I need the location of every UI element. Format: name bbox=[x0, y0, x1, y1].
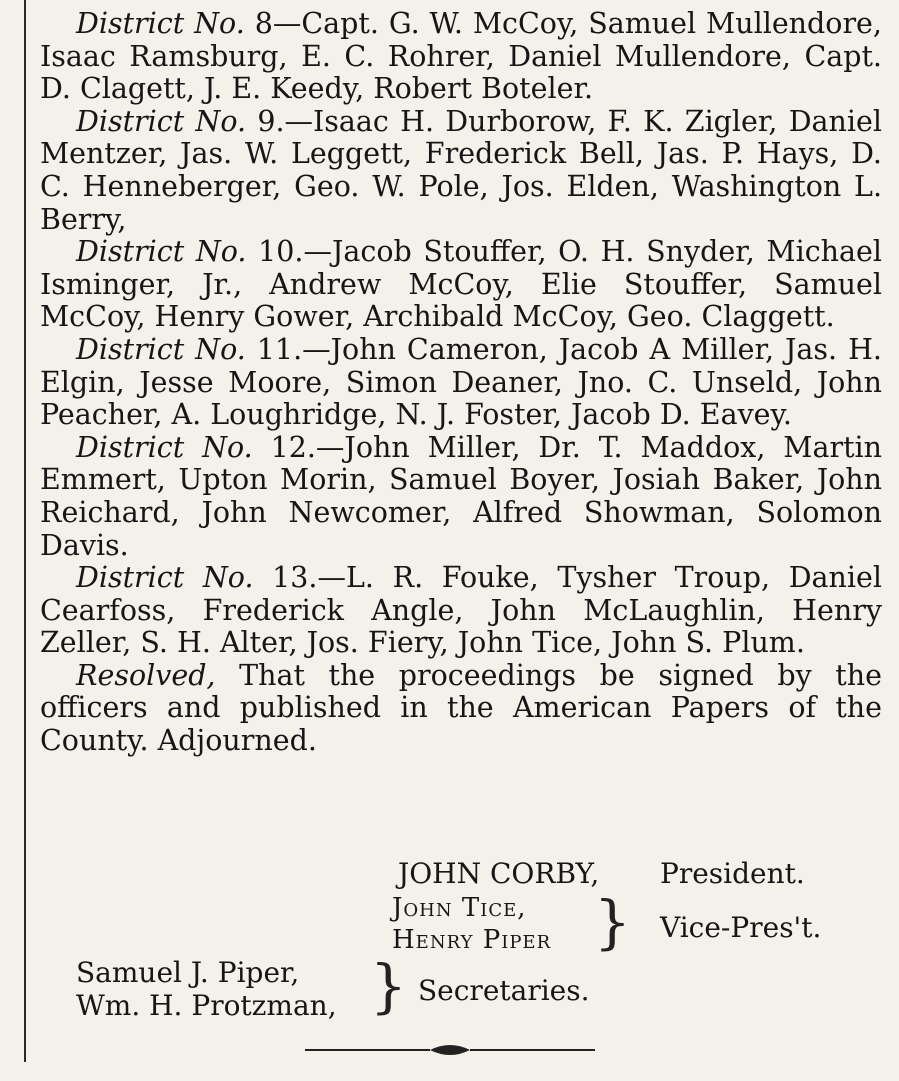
district-lead: District No. bbox=[76, 561, 254, 595]
vice-president-title: Vice-Pres't. bbox=[660, 911, 822, 944]
district-members: 11.—John Cameron, Jacob A Miller, Jas. H. Elgin, Jesse Moore, Simon Deaner, Jno. C. Unseld, John Peacher, A. Loughridge, N. J. Foster, Jacob D. Eavey. bbox=[40, 332, 882, 432]
vice-president-name: John Tice, bbox=[392, 893, 527, 923]
district-lead: District No. bbox=[76, 332, 246, 366]
closing-ornament-rule bbox=[300, 1040, 600, 1060]
secretary-name: Samuel J. Piper, bbox=[76, 956, 300, 989]
secretaries-brace: } bbox=[370, 952, 407, 1020]
president-title: President. bbox=[660, 857, 805, 890]
district-lead: District No. bbox=[76, 104, 247, 138]
resolution-text: That the proceedings be signed by the officers and published in the American Papers of the County. Adjourned. bbox=[40, 658, 882, 758]
district-members: 10.—Jacob Stouffer, O. H. Snyder, Michael Isminger, Jr., Andrew McCoy, Elie Stouffer, Samuel McCoy, Henry Gower, Archibald McCoy, Geo. Claggett. bbox=[40, 235, 882, 334]
district-lead: District No. bbox=[76, 430, 253, 464]
secretaries-title: Secretaries. bbox=[418, 974, 590, 1007]
district-members: 13.—L. R. Fouke, Tysher Troup, Daniel Cearfoss, Frederick Angle, John McLaughlin, Henry Zeller, S. H. Alter, Jos. Fiery, John Tice, John S. Plum. bbox=[40, 561, 882, 660]
vice-president-brace: } bbox=[594, 888, 631, 956]
president-name: JOHN CORBY, bbox=[398, 857, 600, 890]
district-lead: District No. bbox=[76, 235, 247, 269]
district-lead: District No. bbox=[76, 7, 245, 40]
district-members: 9.—Isaac H. Durborow, F. K. Zigler, Daniel Mentzer, Jas. W. Leggett, Frederick Bell, Jas. P. Hays, D. C. Henneberger, Geo. W. Pole, Jos. Elden, Washington L. Berry, bbox=[40, 104, 882, 236]
district-members: 12.—John Miller, Dr. T. Maddox, Martin Emmert, Upton Morin, Samuel Boyer, Josiah Baker, John Reichard, John Newcomer, Alfred Showman, Solomon Davis. bbox=[40, 430, 882, 562]
resolved-lead: Resolved, bbox=[76, 658, 216, 692]
secretary-name: Wm. H. Protzman, bbox=[76, 989, 337, 1022]
district-members: 8—Capt. G. W. McCoy, Samuel Mullendore, Isaac Ramsburg, E. C. Rohrer, Daniel Mullendore, Capt. D. Clagett, J. E. Keedy, Robert Boteler. bbox=[40, 7, 882, 106]
vice-president-name: Henry Piper bbox=[392, 925, 552, 955]
